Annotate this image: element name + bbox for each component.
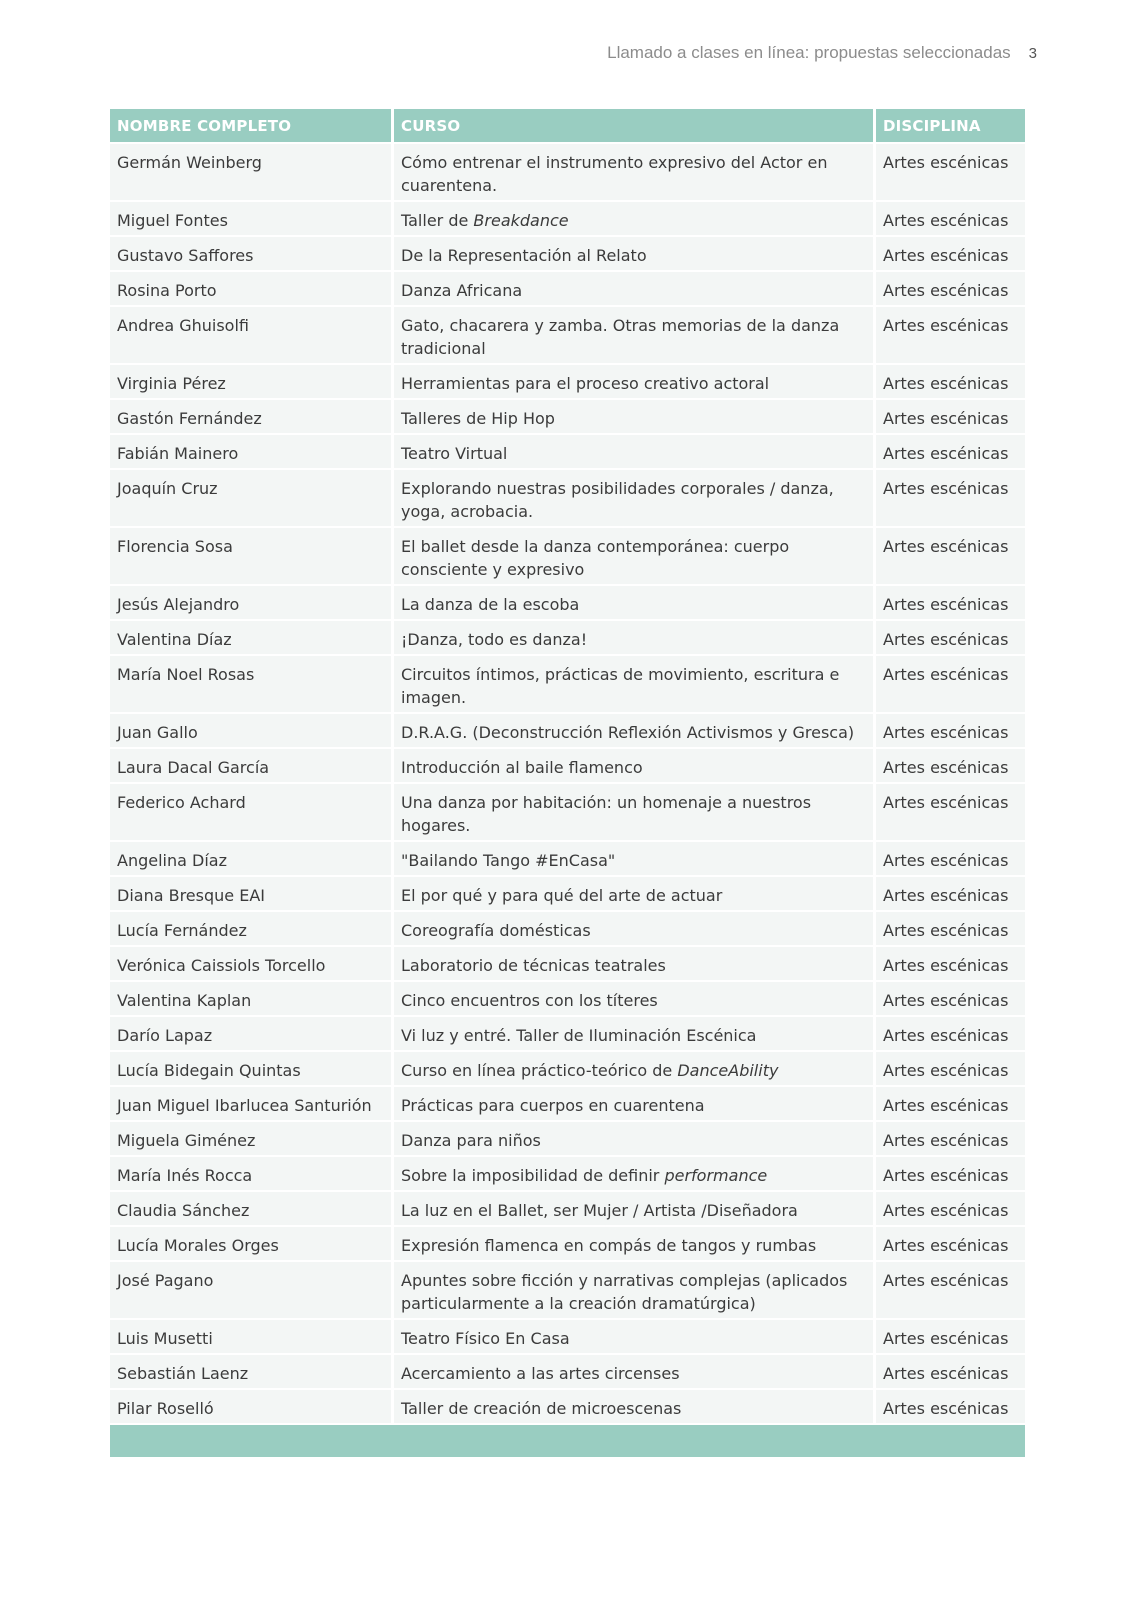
cell-course [394, 982, 876, 1017]
cell-discipline: Artes escénicas [876, 272, 1025, 307]
cell-name: Laura Dacal García [110, 749, 394, 784]
cell-name: Lucía Fernández [110, 912, 394, 947]
course-text: Coreografía domésticas [401, 921, 591, 940]
cell-name: Darío Lapaz [110, 1017, 394, 1052]
cell-name: Diana Bresque EAI [110, 877, 394, 912]
table-row [110, 1390, 1025, 1425]
cell-discipline: Artes escénicas [876, 1227, 1025, 1262]
table-row [110, 202, 1025, 237]
course-text: Vi luz y entré. Taller de Iluminación Escénica [401, 1026, 757, 1045]
cell-discipline: Artes escénicas [876, 435, 1025, 470]
cell-name: Valentina Kaplan [110, 982, 394, 1017]
cell-course [394, 1355, 876, 1390]
cell-name: Gustavo Saffores [110, 237, 394, 272]
table-footer-cell [110, 1425, 1025, 1457]
cell-course [394, 1390, 876, 1425]
cell-name: Gastón Fernández [110, 400, 394, 435]
cell-course [394, 272, 876, 307]
cell-name: Lucía Bidegain Quintas [110, 1052, 394, 1087]
cell-name: Fabián Mainero [110, 435, 394, 470]
cell-course [394, 784, 876, 842]
cell-name: José Pagano [110, 1262, 394, 1320]
course-text: Talleres de Hip Hop [401, 409, 555, 428]
course-text: Explorando nuestras posibilidades corporales / danza, yoga, acrobacia. [401, 479, 834, 521]
cell-discipline: Artes escénicas [876, 842, 1025, 877]
cell-course [394, 1320, 876, 1355]
cell-course [394, 656, 876, 714]
cell-course [394, 621, 876, 656]
cell-discipline: Artes escénicas [876, 470, 1025, 528]
course-text: Cinco encuentros con los títeres [401, 991, 658, 1010]
cell-discipline: Artes escénicas [876, 1017, 1025, 1052]
cell-name: Jesús Alejandro [110, 586, 394, 621]
cell-discipline: Artes escénicas [876, 1052, 1025, 1087]
cell-course [394, 714, 876, 749]
cell-discipline: Artes escénicas [876, 1320, 1025, 1355]
course-text: El ballet desde la danza contemporánea: cuerpo consciente y expresivo [401, 537, 790, 579]
cell-course [394, 237, 876, 272]
cell-name: Pilar Roselló [110, 1390, 394, 1425]
course-text: Una danza por habitación: un homenaje a nuestros hogares. [401, 793, 812, 835]
course-text: Danza para niños [401, 1131, 541, 1150]
table-row [110, 272, 1025, 307]
course-text: Gato, chacarera y zamba. Otras memorias de la danza tradicional [401, 316, 840, 358]
cell-discipline: Artes escénicas [876, 1122, 1025, 1157]
table-row [110, 749, 1025, 784]
table-row [110, 435, 1025, 470]
cell-name: Verónica Caissiols Torcello [110, 947, 394, 982]
cell-course [394, 749, 876, 784]
cell-name: Luis Musetti [110, 1320, 394, 1355]
cell-course [394, 947, 876, 982]
table-row [110, 528, 1025, 586]
cell-course [394, 400, 876, 435]
cell-discipline: Artes escénicas [876, 1192, 1025, 1227]
cell-discipline: Artes escénicas [876, 784, 1025, 842]
cell-course [394, 1262, 876, 1320]
cell-name: Lucía Morales Orges [110, 1227, 394, 1262]
table-header-row [110, 109, 1025, 144]
course-text: Prácticas para cuerpos en cuarentena [401, 1096, 705, 1115]
cell-discipline: Artes escénicas [876, 621, 1025, 656]
cell-discipline: Artes escénicas [876, 656, 1025, 714]
course-text: ¡Danza, todo es danza! [401, 630, 588, 649]
cell-name: María Inés Rocca [110, 1157, 394, 1192]
document-title: Llamado a clases en línea: propuestas seleccionadas [607, 43, 1011, 62]
course-text: "Bailando Tango #EnCasa" [401, 851, 616, 870]
cell-course [394, 1122, 876, 1157]
cell-course [394, 144, 876, 202]
cell-name: Rosina Porto [110, 272, 394, 307]
course-text: Teatro Físico En Casa [401, 1329, 570, 1348]
cell-course [394, 528, 876, 586]
course-text: De la Representación al Relato [401, 246, 647, 265]
cell-course [394, 1052, 876, 1087]
cell-name: Federico Achard [110, 784, 394, 842]
table-row [110, 656, 1025, 714]
cell-discipline: Artes escénicas [876, 714, 1025, 749]
course-text: Curso en línea práctico-teórico de [401, 1061, 678, 1080]
cell-course [394, 1017, 876, 1052]
cell-name: Juan Miguel Ibarlucea Santurión [110, 1087, 394, 1122]
cell-discipline: Artes escénicas [876, 586, 1025, 621]
table-row [110, 144, 1025, 202]
cell-discipline: Artes escénicas [876, 237, 1025, 272]
cell-course [394, 307, 876, 365]
table-row [110, 400, 1025, 435]
table-row [110, 365, 1025, 400]
cell-name: Virginia Pérez [110, 365, 394, 400]
table-row [110, 1320, 1025, 1355]
table-row [110, 982, 1025, 1017]
page-number: 3 [1028, 45, 1037, 62]
cell-discipline: Artes escénicas [876, 365, 1025, 400]
course-text: La danza de la escoba [401, 595, 580, 614]
cell-discipline: Artes escénicas [876, 307, 1025, 365]
column-header-course: CURSO [394, 109, 876, 144]
table-row [110, 1355, 1025, 1390]
column-header-discipline: DISCIPLINA [876, 109, 1025, 144]
course-text: El por qué y para qué del arte de actuar [401, 886, 723, 905]
table-row [110, 1087, 1025, 1122]
cell-discipline: Artes escénicas [876, 1157, 1025, 1192]
cell-discipline: Artes escénicas [876, 1390, 1025, 1425]
cell-course [394, 1087, 876, 1122]
course-text: Circuitos íntimos, prácticas de movimiento, escritura e imagen. [401, 665, 840, 707]
cell-name: Juan Gallo [110, 714, 394, 749]
course-text: D.R.A.G. (Deconstrucción Reflexión Activismos y Gresca) [401, 723, 855, 742]
table-row [110, 621, 1025, 656]
table-row [110, 1052, 1025, 1087]
cell-name: María Noel Rosas [110, 656, 394, 714]
cell-course [394, 842, 876, 877]
cell-course [394, 365, 876, 400]
cell-discipline: Artes escénicas [876, 1087, 1025, 1122]
cell-name: Joaquín Cruz [110, 470, 394, 528]
cell-discipline: Artes escénicas [876, 749, 1025, 784]
course-text: Introducción al baile flamenco [401, 758, 643, 777]
cell-course [394, 1227, 876, 1262]
table-row [110, 912, 1025, 947]
table-row [110, 307, 1025, 365]
course-text: La luz en el Ballet, ser Mujer / Artista /Diseñadora [401, 1201, 798, 1220]
cell-course [394, 1157, 876, 1192]
table-row [110, 1192, 1025, 1227]
course-text: Taller de [401, 211, 474, 230]
course-emphasis-text: DanceAbility [677, 1061, 779, 1080]
cell-name: Miguela Giménez [110, 1122, 394, 1157]
table-row [110, 586, 1025, 621]
cell-name: Florencia Sosa [110, 528, 394, 586]
cell-discipline: Artes escénicas [876, 982, 1025, 1017]
cell-name: Claudia Sánchez [110, 1192, 394, 1227]
cell-course [394, 1192, 876, 1227]
table-row [110, 784, 1025, 842]
cell-course [394, 586, 876, 621]
cell-course [394, 912, 876, 947]
cell-discipline: Artes escénicas [876, 400, 1025, 435]
cell-name: Angelina Díaz [110, 842, 394, 877]
cell-name: Andrea Ghuisolfi [110, 307, 394, 365]
cell-name: Germán Weinberg [110, 144, 394, 202]
course-text: Apuntes sobre ficción y narrativas complejas (aplicados particularmente a la creación dramatúrgica) [401, 1271, 848, 1313]
course-text: Taller de creación de microescenas [401, 1399, 682, 1418]
cell-course [394, 470, 876, 528]
course-text: Herramientas para el proceso creativo actoral [401, 374, 770, 393]
course-text: Sobre la imposibilidad de definir [401, 1166, 665, 1185]
table-row [110, 470, 1025, 528]
table-row [110, 714, 1025, 749]
course-text: Expresión flamenca en compás de tangos y rumbas [401, 1236, 817, 1255]
cell-discipline: Artes escénicas [876, 912, 1025, 947]
table-row [110, 1122, 1025, 1157]
table-body [110, 144, 1025, 1425]
table-row [110, 1227, 1025, 1262]
proposals-table-container [110, 109, 1025, 1457]
column-header-name: NOMBRE COMPLETO [110, 109, 394, 144]
table-row [110, 842, 1025, 877]
cell-discipline: Artes escénicas [876, 528, 1025, 586]
table-row [110, 947, 1025, 982]
course-text: Danza Africana [401, 281, 523, 300]
cell-discipline: Artes escénicas [876, 1262, 1025, 1320]
table-row [110, 1262, 1025, 1320]
cell-discipline: Artes escénicas [876, 202, 1025, 237]
course-text: Cómo entrenar el instrumento expresivo del Actor en cuarentena. [401, 153, 828, 195]
table-row [110, 877, 1025, 912]
proposals-table [110, 109, 1025, 1457]
course-text: Laboratorio de técnicas teatrales [401, 956, 666, 975]
cell-name: Miguel Fontes [110, 202, 394, 237]
cell-course [394, 877, 876, 912]
course-emphasis-text: Breakdance [473, 211, 569, 230]
course-text: Teatro Virtual [401, 444, 508, 463]
course-text: Acercamiento a las artes circenses [401, 1364, 680, 1383]
cell-discipline: Artes escénicas [876, 947, 1025, 982]
cell-name: Valentina Díaz [110, 621, 394, 656]
course-emphasis-text: performance [664, 1166, 768, 1185]
cell-course [394, 202, 876, 237]
table-row [110, 1157, 1025, 1192]
table-row [110, 237, 1025, 272]
cell-discipline: Artes escénicas [876, 144, 1025, 202]
cell-discipline: Artes escénicas [876, 1355, 1025, 1390]
page-header [607, 43, 1037, 63]
cell-discipline: Artes escénicas [876, 877, 1025, 912]
cell-name: Sebastián Laenz [110, 1355, 394, 1390]
cell-course [394, 435, 876, 470]
table-row [110, 1017, 1025, 1052]
table-footer-bar [110, 1425, 1025, 1457]
